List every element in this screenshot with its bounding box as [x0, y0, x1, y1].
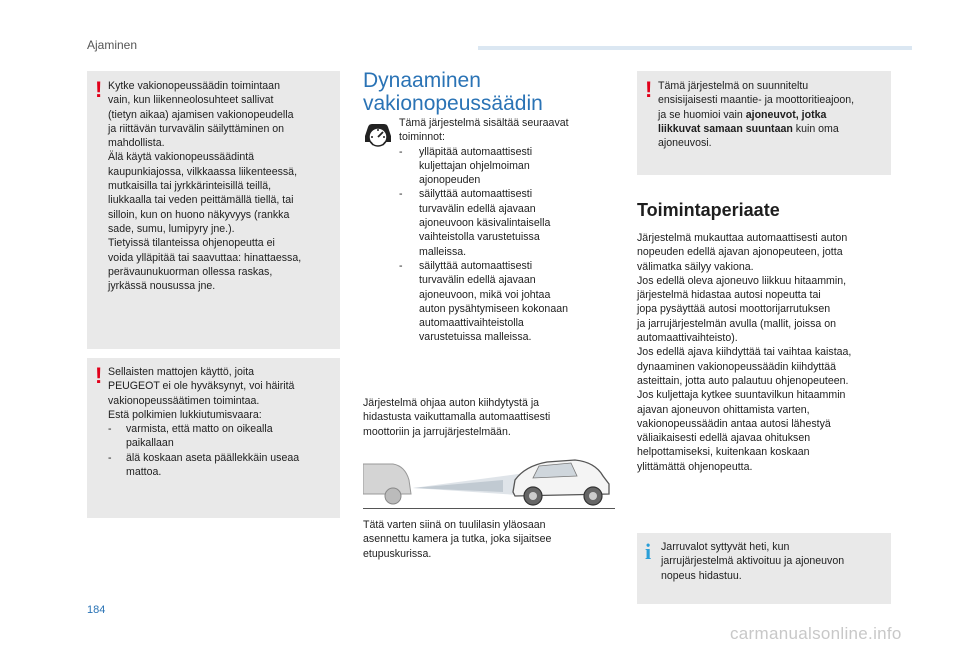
info-icon: i [645, 539, 652, 564]
principle-line: ylittämättä ohjenopeutta. [637, 460, 753, 473]
info-line: Jarruvalot syttyvät heti, kun [661, 541, 790, 553]
intro-line: Tämä järjestelmä sisältää seuraavat [399, 117, 569, 129]
warning-line [658, 108, 890, 122]
warning-line: mahdollista. [108, 137, 165, 150]
warning-line: Estä polkimien lukkiutumisvaara: [108, 408, 262, 421]
list-item: - älä koskaan aseta päällekkäin useaa mattoa. [108, 451, 338, 480]
warning-line: ensisijaisesti maantie- ja moottoritieajoon, [658, 94, 855, 107]
list-item-line: älä koskaan aseta päällekkäin useaa [126, 451, 300, 464]
warning-line: Sellaisten mattojen käyttö, joita [108, 366, 255, 378]
principle-line: välimatka säilyy vakiona. [637, 260, 754, 273]
warning-line: PEUGEOT ei ole hyväksynyt, voi häiritä [108, 380, 295, 393]
speedometer-car-icon [362, 116, 394, 148]
warning-text: kuin oma [792, 122, 839, 135]
function-line: ajonopeuden [419, 174, 481, 187]
control-paragraph [363, 396, 615, 439]
warning-line: ja riittävän turvavälin säilyttäminen on [108, 122, 285, 135]
warning-line: (tietyn aikaa) ajamisen vakionopeudella [108, 108, 294, 121]
info-line: nopeus hidastuu. [661, 569, 742, 582]
function-line: säilyttää automaattisesti [419, 188, 533, 201]
camera-line: etupuskurissa. [363, 547, 432, 560]
info-box-brake-lights [637, 533, 891, 604]
principle-line: Jos edellä oleva ajoneuvo liikkuu hitaammin, [637, 274, 847, 287]
principle-line: jopa pysäyttää autosi moottorijarrutuksen [637, 303, 831, 316]
function-line: malleissa. [419, 245, 467, 258]
control-line: hidastusta vaikuttamalla automaattisesti [363, 411, 551, 424]
principle-line: vakionopeussäädin antaa autosi lähestyä [637, 417, 831, 430]
camera-line: asennettu kamera ja tutka, joka sijaitsee [363, 533, 552, 546]
principle-line: järjestelmä hidastaa autosi nopeutta tai [637, 289, 821, 302]
warning-line: jyrkässä nousussa jne. [108, 280, 216, 293]
camera-paragraph [363, 518, 615, 561]
principle-line: Järjestelmä mukauttaa automaattisesti auton [637, 232, 848, 244]
page-number: 184 [87, 604, 106, 616]
warning-line: mutkaisilla tai jyrkkärinteisillä teillä, [108, 180, 272, 193]
function-line: ajoneuvoon, mikä voi johtaa [419, 288, 551, 301]
function-line: ajoneuvoon käsivalintaisella [419, 217, 551, 230]
principle-line: ajavan ajoneuvon ohittamista varten, [637, 403, 810, 416]
warning-box-floor-mats [87, 358, 340, 518]
control-line: moottoriin ja jarrujärjestelmään. [363, 425, 511, 438]
warning-line: perävaunukuorman ollessa raskas, [108, 265, 273, 278]
function-line: kuljettajan ohjelmoiman [419, 159, 530, 172]
warning-box-road-type [637, 71, 891, 175]
principle-line: dynaaminen vakionopeussäädin kiihdyttää [637, 360, 837, 373]
function-item: - ylläpitää automaattisesti kuljettajan ohjelmoiman ajonopeuden [399, 145, 621, 188]
warning-line: Älä käytä vakionopeussäädintä [108, 151, 255, 164]
warning-emphasis: liikkuvat samaan suuntaan [658, 122, 793, 135]
warning-line: silloin, kun on huono näkyvyys (rankka [108, 208, 290, 221]
principle-line: väliaikaisesti edellä ajavaa ohituksen [637, 432, 811, 445]
list-item-line: paikallaan [126, 437, 174, 450]
warning-line: Kytke vakionopeussäädin toimintaan [108, 80, 280, 92]
function-line: automaattivaihteistolla [419, 317, 524, 330]
warning-line: sade, sumu, lumipyry jne.). [108, 222, 235, 235]
car-radar-illustration [363, 450, 615, 508]
warning-line [658, 122, 890, 136]
warning-line: voida ylläpitää tai saavuttaa: hinattaessa, [108, 251, 302, 264]
principle-line: Jos edellä ajava kiihdyttää tai vaihtaa kaistaa, [637, 346, 852, 359]
watermark: carmanualsonline.info [730, 624, 902, 643]
exclamation-icon: ! [95, 363, 103, 388]
warning-line: vain, kun liikenneolosuhteet sallivat [108, 94, 274, 107]
intro-line: toiminnot: [399, 131, 445, 144]
warning-line: kaupunkiajossa, vilkkaassa liikenteessä, [108, 165, 298, 178]
function-line: ylläpitää automaattisesti [419, 145, 533, 158]
function-line: turvavälin edellä ajavaan [419, 202, 536, 215]
illustration-ground-line [363, 508, 615, 509]
warning-line: liukkaalla tai veden peittämällä tiellä, tai [108, 194, 294, 207]
page-title: Dynaaminen vakionopeussäädin [363, 69, 543, 115]
camera-line: Tätä varten siinä on tuulilasin yläosaan [363, 519, 546, 531]
list-item-line: varmista, että matto on oikealla [126, 423, 273, 436]
warning-line: Tietyissä tilanteissa ohjenopeutta ei [108, 237, 275, 250]
principle-line: ja jarrujärjestelmän avulla (mallit, joissa on [637, 317, 837, 330]
principle-line: asteittain, jotta auto palautuu ohjenopeuteen. [637, 374, 849, 387]
principle-line: automaattivaihteisto). [637, 332, 738, 345]
exclamation-icon: ! [95, 77, 103, 102]
warning-line: Tämä järjestelmä on suunniteltu [658, 80, 809, 92]
section-heading: Toimintaperiaate [637, 200, 780, 220]
principle-line: helpottamiseksi, kuitenkaan koskaan [637, 446, 810, 459]
control-line: Järjestelmä ohjaa auton kiihdytystä ja [363, 397, 540, 409]
function-line: säilyttää automaattisesti [419, 259, 533, 272]
warning-line: ajoneuvosi. [658, 137, 712, 150]
list-item-line: mattoa. [126, 466, 162, 479]
warning-line: vakionopeussäätimen toimintaa. [108, 394, 260, 407]
exclamation-icon: ! [645, 77, 653, 102]
function-line: varustetuissa malleissa. [419, 331, 532, 344]
principle-paragraph [637, 231, 891, 474]
principle-line: nopeuden edellä ajavan ajonopeuteen, jotta [637, 246, 843, 259]
function-line: vaihteistolla varustetuissa [419, 231, 540, 244]
warning-box-cruise-usage [87, 71, 340, 349]
list-item: - varmista, että matto on oikealla paikallaan [108, 422, 338, 451]
section-label: Ajaminen [87, 38, 138, 52]
function-line: turvavälin edellä ajavaan [419, 274, 536, 287]
function-item: - säilyttää automaattisesti turvavälin edellä ajavaan ajoneuvoon käsivalintaisella vaihteistolla varustetuissa malleissa. [399, 187, 621, 258]
principle-line: Jos kuljettaja kytkee suuntavilkun hitaammin [637, 389, 846, 402]
warning-text: ja se huomioi vain [658, 108, 746, 121]
header-bar [478, 46, 912, 50]
function-line: auton pysähtymiseen kokonaan [419, 302, 569, 315]
function-item: - säilyttää automaattisesti turvavälin edellä ajavaan ajoneuvoon, mikä voi johtaa auton pysähtymiseen kokonaan automaattivaihteistolla varustetuissa malleissa. [399, 259, 621, 345]
warning-emphasis: ajoneuvot, jotka [745, 108, 827, 121]
info-line: jarrujärjestelmä aktivoituu ja ajoneuvon [661, 555, 845, 568]
